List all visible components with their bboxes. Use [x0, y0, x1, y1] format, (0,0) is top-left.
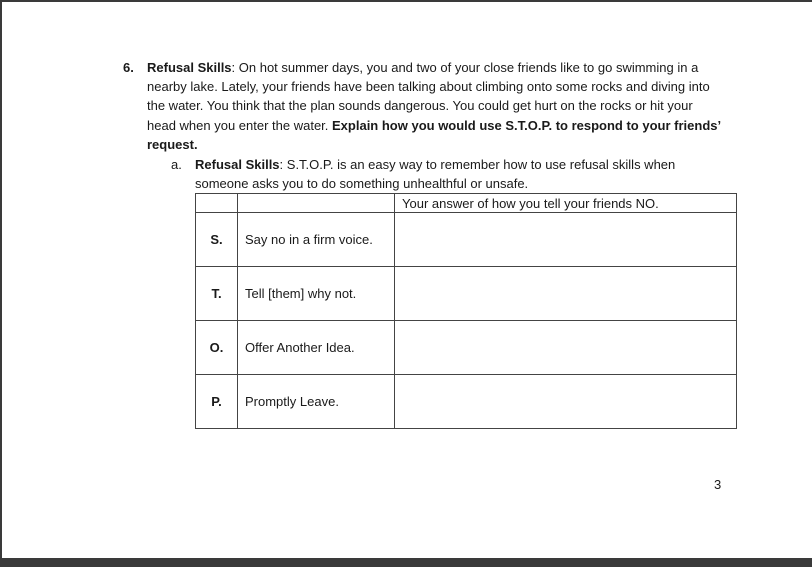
- row-step: Promptly Leave.: [238, 375, 395, 429]
- question-6: [123, 58, 723, 154]
- table-row: [196, 267, 737, 321]
- table-row: [196, 375, 737, 429]
- table-row: [196, 213, 737, 267]
- row-letter: P.: [196, 375, 238, 429]
- subquestion-a: [171, 155, 701, 193]
- subquestion-letter: a.: [171, 157, 182, 172]
- row-step: Offer Another Idea.: [238, 321, 395, 375]
- page-number: 3: [714, 477, 722, 492]
- window-frame-top: [0, 0, 812, 2]
- answer-cell[interactable]: [395, 375, 737, 429]
- subquestion-text: [195, 155, 701, 193]
- question-title: Refusal Skills: [147, 60, 232, 75]
- row-letter: O.: [196, 321, 238, 375]
- row-step: Tell [them] why not.: [238, 267, 395, 321]
- window-frame-bottom: [0, 558, 812, 567]
- window-frame-left: [0, 0, 2, 567]
- answer-cell[interactable]: [395, 267, 737, 321]
- row-letter: T.: [196, 267, 238, 321]
- header-cell-answer: Your answer of how you tell your friends NO.: [395, 194, 737, 213]
- header-cell-step: [238, 194, 395, 213]
- answer-cell[interactable]: [395, 213, 737, 267]
- row-letter: S.: [196, 213, 238, 267]
- question-body: : On hot summer days, you and two of your close friends like to go swimming in a nearby lake. Lately, your friends have been talking about climbing onto some rocks and diving into the water. You think that the plan sounds dangerous. You could get hurt on the rocks or hit your head when you enter the water.: [147, 60, 710, 133]
- stop-table: [195, 193, 737, 429]
- table-row: [196, 321, 737, 375]
- row-step: Say no in a firm voice.: [238, 213, 395, 267]
- question-instruction: Explain how you would use S.T.O.P. to respond to your friends’ request.: [147, 117, 721, 152]
- answer-cell[interactable]: [395, 321, 737, 375]
- header-cell-letter: [196, 194, 238, 213]
- subquestion-title: Refusal Skills: [195, 157, 280, 172]
- subquestion-body: : S.T.O.P. is an easy way to remember how to use refusal skills when someone asks you to do something unhealthful or unsafe.: [195, 157, 676, 192]
- table-header-row: [196, 194, 737, 213]
- question-text: [147, 58, 723, 154]
- question-number: 6.: [123, 60, 134, 75]
